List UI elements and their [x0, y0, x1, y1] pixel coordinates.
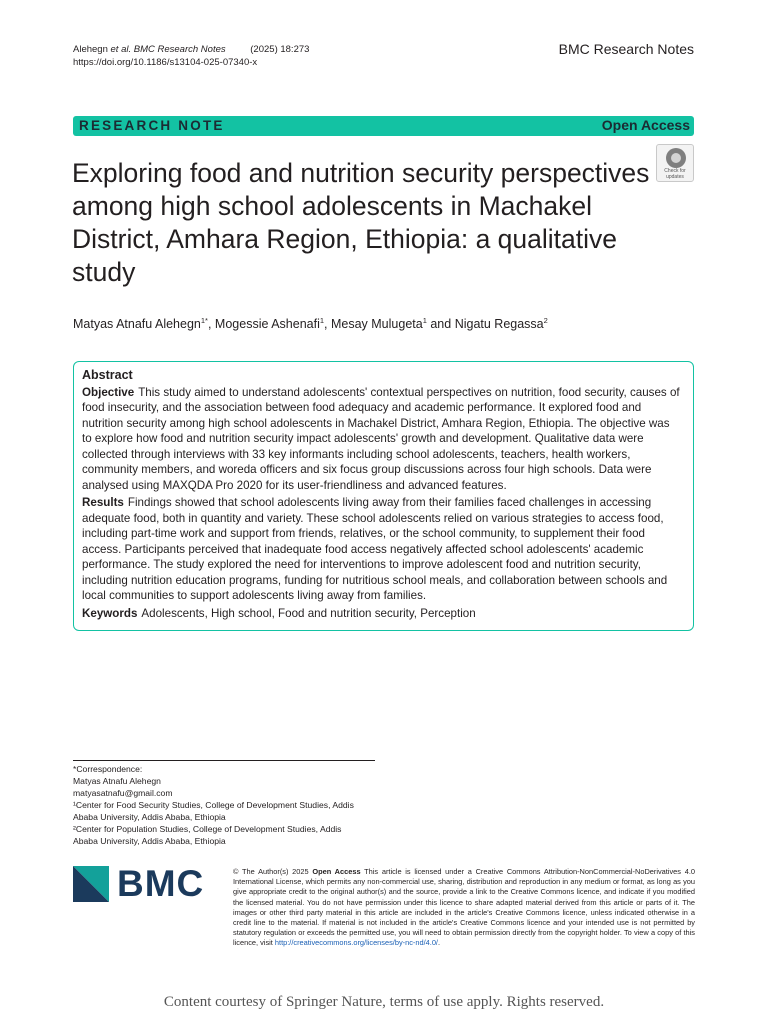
- check-updates-circle: [666, 148, 686, 168]
- correspondence-email[interactable]: matyasatnafu@gmail.com: [73, 788, 173, 798]
- doi-link[interactable]: https://doi.org/10.1186/s13104-025-07340-x: [73, 57, 258, 68]
- correspondence-label: *Correspondence:: [73, 764, 143, 774]
- footnotes: [73, 763, 373, 847]
- abstract-content: [82, 368, 682, 623]
- citation-block: [73, 43, 373, 69]
- license-open-access: Open Access: [312, 867, 361, 876]
- author-name[interactable]: Nigatu Regassa: [454, 317, 544, 332]
- abstract-box: [73, 361, 694, 631]
- courtesy-notice: Content courtesy of Springer Nature, terms of use apply. Rights reserved.: [163, 994, 605, 1010]
- affiliation-1: ¹Center for Food Security Studies, College of Development Studies, Addis: [73, 800, 354, 810]
- bmc-logo-mark-icon: [73, 866, 109, 902]
- objective-text: This study aimed to understand adolescents' contextual perspectives on nutrition, food security, causes of food insecurity, and the association between food adequacy and academic performance. It explored food and nutrition security among high school adolescents in Machakel District, Amhara Region, Ethiopia. The objective was to explore how food and nutrition security impact adolescents' growth and development. Qualitative data were collected through interviews with 33 key informants including school adolescents, teachers, health workers, community members, and woreda officers and six focus group discussions across four high schools. Data were analysed using MAXQDA Pro 2020 for its user-friendliness and advanced features.: [82, 385, 680, 492]
- author-name[interactable]: Matyas Atnafu Alehegn: [73, 317, 201, 332]
- author-sep: ,: [207, 317, 215, 332]
- author-affil: 1: [422, 316, 427, 325]
- check-updates-text: Check for updates: [664, 168, 686, 180]
- footnote-divider: [73, 760, 375, 761]
- article-title: Exploring food and nutrition security perspectives among high school adolescents in Machakel District, Amhara Region, Ethiopia: a qualitative study: [72, 158, 650, 287]
- bmc-logo: [73, 863, 218, 906]
- journal-name: BMC Research Notes: [558, 41, 694, 57]
- affiliation-1-cont: Ababa University, Addis Ababa, Ethiopia: [73, 812, 226, 822]
- license-text: [233, 867, 695, 949]
- bmc-logo-text: BMC: [117, 863, 205, 904]
- correspondence-name: Matyas Atnafu Alehegn: [73, 776, 161, 786]
- author-sep: ,: [324, 317, 331, 332]
- citation-volume: (2025) 18:273: [250, 44, 310, 55]
- affiliation-2: ²Center for Population Studies, College of Development Studies, Addis: [73, 824, 342, 834]
- article-type-label: RESEARCH NOTE: [79, 118, 225, 133]
- keywords-label: Keywords: [82, 606, 138, 620]
- license-body: This article is licensed under a Creative Commons Attribution-NonCommercial-NoDerivatives 4.0 International License, which permits any non-commercial use, sharing, distribution and reproduction in any medium or format, as long as you give appropriate credit to the original author(s) and the source, provide a link to the Creative Commons licence, and indicate if you modified the licensed material. You do not have permission under this licence to share adapted material derived from this article or parts of it. The images or other third party material in this article are included in the article's Creative Commons licence, unless indicated otherwise in a credit line to the material. If material is not included in the article's Creative Commons licence and your intended use is not permitted by statutory regulation or exceeds the permitted use, you will need to obtain permission directly from the copyright holder. To view a copy of this licence, visit: [233, 867, 695, 948]
- author-name[interactable]: Mogessie Ashenafi: [214, 317, 320, 332]
- abstract-heading: Abstract: [82, 368, 133, 382]
- author-affil: 2: [543, 316, 548, 325]
- abstract-objective: [82, 385, 682, 494]
- license-copyright: © The Author(s) 2025: [233, 867, 309, 876]
- citation-authors: Alehegn: [73, 44, 108, 55]
- author-list: [73, 316, 548, 331]
- results-label: Results: [82, 496, 124, 509]
- license-link[interactable]: http://creativecommons.org/licenses/by-nc-nd/4.0/: [274, 938, 438, 948]
- abstract-keywords: [82, 606, 682, 622]
- keywords-text: Adolescents, High school, Food and nutrition security, Perception: [141, 606, 476, 620]
- citation-line: [73, 43, 373, 56]
- author-affil: 1*: [200, 316, 208, 325]
- license-suffix: .: [437, 938, 441, 948]
- open-access-label: Open Access: [601, 117, 690, 133]
- author-name[interactable]: Mesay Mulugeta: [330, 317, 423, 332]
- author-sep: and: [426, 317, 455, 332]
- affiliation-2-cont: Ababa University, Addis Ababa, Ethiopia: [73, 836, 226, 846]
- objective-label: Objective: [82, 385, 135, 399]
- abstract-results: [82, 495, 682, 604]
- citation-journal: et al. BMC Research Notes: [110, 44, 226, 55]
- article-type-band: [73, 116, 694, 136]
- author-affil: 1: [319, 316, 325, 325]
- check-for-updates-icon[interactable]: [656, 144, 694, 182]
- results-text: Findings showed that school adolescents living away from their families faced challenges in accessing adequate food, both in quantity and variety. These school adolescents relied on various strategies to access food, including part-time work and support from friends, relatives, or the school community, to supplement their food access. Participants perceived that inadequate food access negatively affected school adolescents' academic performance. The study explored the need for interventions to improve adolescent food and nutrition security, including nutrition education programs, funding for nutritious school meals, and collaboration between schools and local communities to support adolescents living away from families.: [82, 496, 668, 602]
